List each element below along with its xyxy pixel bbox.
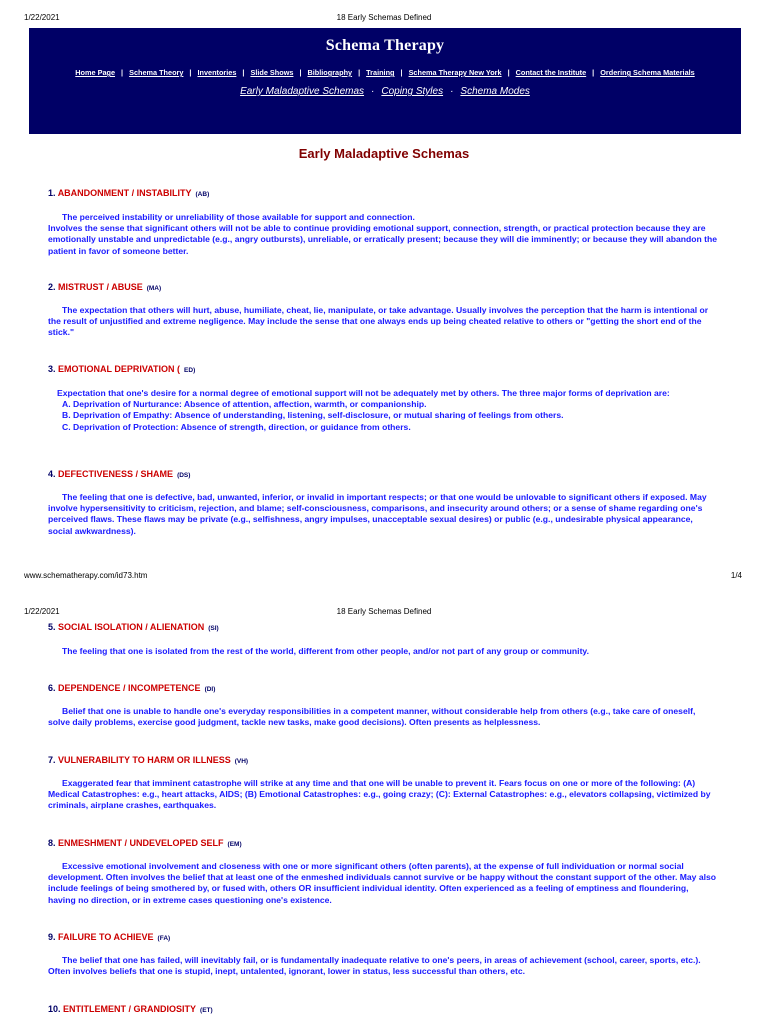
sub-nav: Early Maladaptive Schemas · Coping Styles · Schema Modes: [240, 86, 530, 97]
schema-description: Excessive emotional involvement and closeness with one or more significant others (often parents), at the expense of full individuation or normal social development. Often involves the belief that at least one of the enmeshed individuals cannot survive or be happy without the constant support of the other. May also include feelings of being smothered by, or fused with, others OR insufficient individual identity. Often experienced as a feeling of emptiness and floundering, having no direction, or in extreme cases questioning one's existence.: [48, 861, 717, 905]
print-title: 18 Early Schemas Defined: [336, 607, 432, 616]
schema-description: The perceived instability or unreliability of those available for support and connection. Involves the sense that significant others will not be able to continue providing emotional support, connection, strength, or practical protection because they are emotionally unstable and unpredictable (e.g., angry outbursts), unreliable, or erratically present; because they will die imminently; or because they will abandon the patient in favor of someone better.: [48, 212, 718, 256]
schema-heading: 5. SOCIAL ISOLATION / ALIENATION (SI): [48, 622, 219, 632]
schema-description: The expectation that others will hurt, abuse, humiliate, cheat, lie, manipulate, or take advantage. Usually involves the perception that the harm is intentional or the result of unjustified and extreme negligence. May include the sense that one always ends up being cheated relative to others or "getting the short end of the stick.": [48, 305, 709, 338]
print-date: 1/22/2021: [24, 607, 60, 616]
nav-training[interactable]: Training: [366, 68, 395, 77]
nav-inventories[interactable]: Inventories: [197, 68, 237, 77]
subnav-coping-styles[interactable]: Coping Styles: [381, 86, 444, 97]
schema-heading: 2. MISTRUST / ABUSE (MA): [48, 282, 162, 292]
schema-heading: 1. ABANDONMENT / INSTABILITY (AB): [48, 188, 210, 198]
print-title: 18 Early Schemas Defined: [336, 13, 432, 22]
schema-heading: 4. DEFECTIVENESS / SHAME (DS): [48, 469, 191, 479]
nav-bibliography[interactable]: Bibliography: [307, 68, 353, 77]
schema-description: Belief that one is unable to handle one's everyday responsibilities in a competent manner, without considerable help from others (e.g., take care of oneself, solve daily problems, exercise good judgment, tackle new tasks, make good decisions). Often presents as helplessness.: [48, 706, 696, 728]
schema-heading: 7. VULNERABILITY TO HARM OR ILLNESS (VH): [48, 755, 249, 765]
print-page-number: 1/4: [730, 571, 742, 580]
nav-home-page[interactable]: Home Page: [75, 68, 116, 77]
site-banner: [29, 28, 741, 134]
nav-slide-shows[interactable]: Slide Shows: [250, 68, 294, 77]
print-header: [0, 13, 768, 27]
print-url: www.schematherapy.com/id73.htm: [24, 571, 148, 580]
nav-schema-theory[interactable]: Schema Theory: [129, 68, 184, 77]
nav-ordering-materials[interactable]: Ordering Schema Materials: [600, 68, 695, 77]
schema-heading: 8. ENMESHMENT / UNDEVELOPED SELF (EM): [48, 838, 242, 848]
page-title: Early Maladaptive Schemas: [298, 146, 470, 161]
site-title: Schema Therapy: [325, 37, 445, 54]
print-date: 1/22/2021: [24, 13, 60, 22]
schema-description: Expectation that one's desire for a normal degree of emotional support will not be adequately met by others. The three major forms of deprivation are: A. Deprivation of Nurturance: Absence of attention, affection, warmth, or companionship. B. Deprivation of Empathy: Absence of understanding, listening, self-disclosure, or mutual sharing of feelings from others. C. Deprivation of Protection: Absence of strength, direction, or guidance from others.: [57, 388, 670, 432]
print-header: [0, 607, 768, 621]
schema-description: The belief that one has failed, will inevitably fail, or is fundamentally inadequate relative to one's peers, in areas of achievement (school, career, sports, etc.). Often involves beliefs that one is stupid, inept, untalented, ignorant, lower in status, less successful than others, etc.: [48, 955, 701, 977]
schema-heading: 6. DEPENDENCE / INCOMPETENCE (DI): [48, 683, 216, 693]
schema-heading: 9. FAILURE TO ACHIEVE (FA): [48, 932, 171, 942]
schema-description: The feeling that one is defective, bad, unwanted, inferior, or invalid in important respects; or that one would be unlovable to significant others if exposed. May involve hypersensitivity to criticism, rejection, and blame; self-consciousness, comparisons, and insecurity around others; or a sense of shame regarding one's perceived flaws. These flaws may be private (e.g., selfishness, angry impulses, unacceptable sexual desires) or public (e.g., undesirable physical appearance, social awkwardness).: [48, 492, 707, 536]
subnav-early-maladaptive-schemas[interactable]: Early Maladaptive Schemas: [240, 86, 365, 97]
nav-contact-institute[interactable]: Contact the Institute: [515, 68, 587, 77]
schema-description: Exaggerated fear that imminent catastrophe will strike at any time and that one will be unable to prevent it. Fears focus on one or more of the following: (A) Medical Catastrophes: e.g., heart attacks, AIDS; (B) Emotional Catastrophes: e.g., going crazy; (C): External Catastrophes: e.g., elevators collapsing, victimized by criminals, airplane crashes, earthquakes.: [48, 778, 711, 811]
schema-heading: 10. ENTITLEMENT / GRANDIOSITY (ET): [48, 1004, 213, 1014]
main-nav: Home Page | Schema Theory | Inventories | Slide Shows | Bibliography | Training | Schema Therapy New York | Contact the Institute | Ordering Schema Materials: [75, 68, 695, 77]
schema-description: The feeling that one is isolated from the rest of the world, different from other people, and/or not part of any group or community.: [62, 646, 589, 656]
schema-heading: 3. EMOTIONAL DEPRIVATION ( ED): [48, 364, 196, 374]
nav-schema-therapy-new-york[interactable]: Schema Therapy New York: [408, 68, 502, 77]
print-footer: [0, 571, 768, 585]
subnav-schema-modes[interactable]: Schema Modes: [460, 86, 530, 97]
